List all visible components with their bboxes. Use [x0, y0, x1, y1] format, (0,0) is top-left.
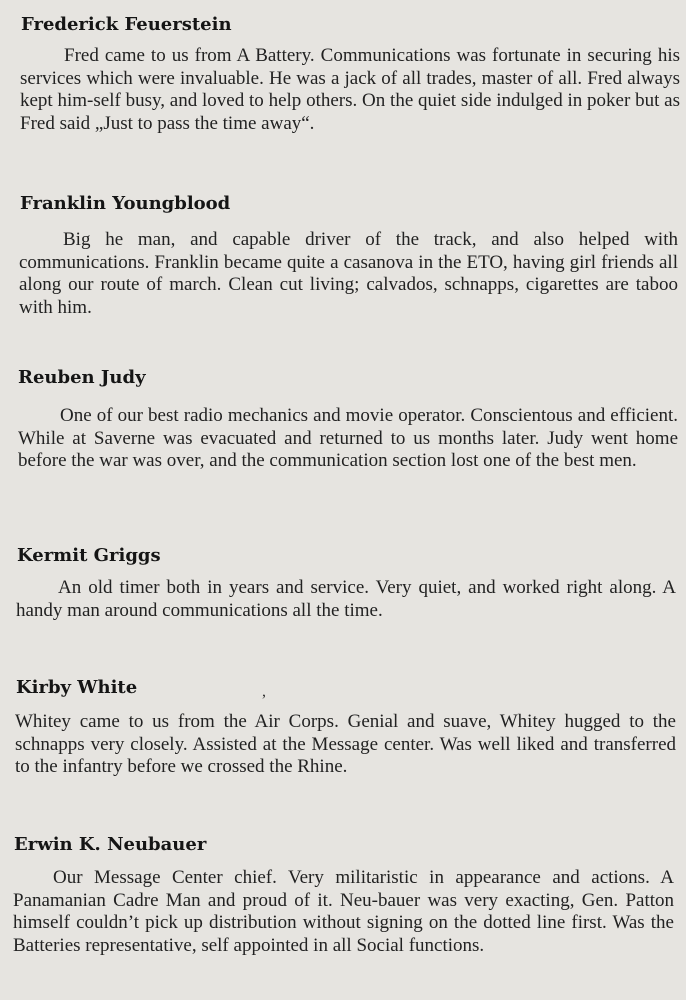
entry-bio: Fred came to us from A Battery. Communications was fortunate in securing his services which were invaluable. He was a jack of all trades, master of all. Fred always kept him-self busy, and loved to help others. On the quiet side indulged in poker but as Fred said „Just to pass the time away“. [20, 45, 680, 134]
entry-bio: Whitey came to us from the Air Corps. Genial and suave, Whitey hugged to the schnapps very closely. Assisted at the Message center. Was well liked and transferred to the infantry before we crossed the Rhine. [15, 711, 676, 777]
entry-name: Kermit Griggs [17, 545, 161, 566]
entry-name: Franklin Youngblood [20, 193, 231, 214]
entry-bio: One of our best radio mechanics and movie operator. Conscientous and efficient. While at Saverne was evacuated and returned to us months later. Judy went home before the war was over, and the communication section lost one of the best men. [18, 405, 678, 471]
entry-name: Frederick Feuerstein [21, 14, 232, 35]
entry-bio: An old timer both in years and service. Very quiet, and worked right along. A handy man around communications all the time. [16, 577, 676, 621]
entry-bio: Big he man, and capable driver of the track, and also helped with communications. Franklin became quite a casanova in the ETO, having girl friends all along our route of march. Clean cut living; calvados, schnapps, cigarettes are taboo with him. [19, 229, 678, 318]
entry-bio: Our Message Center chief. Very militaristic in appearance and actions. A Panamanian Cadre Man and proud of it. Neu-bauer was very exacting, Gen. Patton himself couldn’t pick up distribution without signing on the dotted line first. Was the Batteries representative, self appointed in all Social functions. [13, 867, 674, 956]
stray-mark: , [262, 683, 266, 700]
entry-name: Reuben Judy [18, 367, 146, 388]
entry-name: Erwin K. Neubauer [14, 834, 207, 855]
entry-name: Kirby White [16, 677, 138, 698]
